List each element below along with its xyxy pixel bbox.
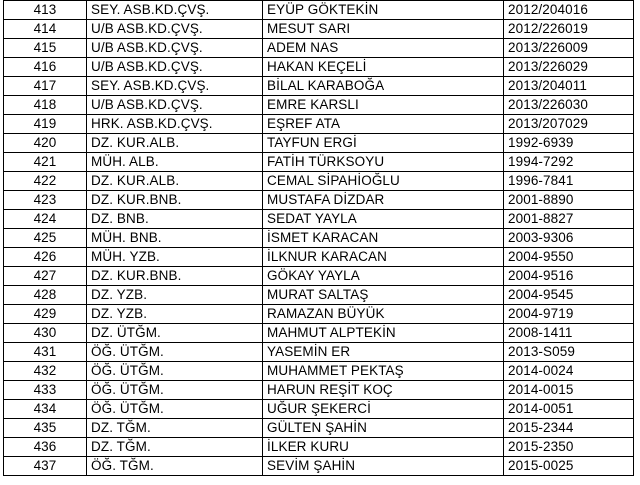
name-cell: RAMAZAN BÜYÜK	[263, 305, 504, 324]
rank-cell: DZ. BNB.	[87, 210, 263, 229]
name-cell: MAHMUT ALPTEKİN	[263, 324, 504, 343]
rank-cell: ÖĞ. TĞM.	[87, 457, 263, 476]
registry-id-cell: 2014-0024	[504, 362, 634, 381]
rank-cell: U/B ASB.KD.ÇVŞ.	[87, 58, 263, 77]
table-row	[4, 381, 634, 400]
rank-cell: MÜH. BNB.	[87, 229, 263, 248]
personnel-table	[3, 0, 634, 476]
row-number-cell: 425	[4, 229, 87, 248]
registry-id-cell: 2012/226019	[504, 20, 634, 39]
registry-id-cell: 2013/207029	[504, 115, 634, 134]
table-row	[4, 362, 634, 381]
roster-sheet	[3, 0, 633, 476]
name-cell: SEVİM ŞAHİN	[263, 457, 504, 476]
row-number-cell: 428	[4, 286, 87, 305]
row-number-cell: 419	[4, 115, 87, 134]
registry-id-cell: 2004-9516	[504, 267, 634, 286]
name-cell: ADEM NAS	[263, 39, 504, 58]
registry-id-cell: 2013/204011	[504, 77, 634, 96]
row-number-cell: 417	[4, 77, 87, 96]
table-row	[4, 134, 634, 153]
row-number-cell: 413	[4, 1, 87, 20]
row-number-cell: 416	[4, 58, 87, 77]
registry-id-cell: 2003-9306	[504, 229, 634, 248]
registry-id-cell: 2008-1411	[504, 324, 634, 343]
table-row	[4, 400, 634, 419]
registry-id-cell: 1996-7841	[504, 172, 634, 191]
row-number-cell: 435	[4, 419, 87, 438]
table-row	[4, 39, 634, 58]
row-number-cell: 437	[4, 457, 87, 476]
name-cell: MURAT SALTAŞ	[263, 286, 504, 305]
row-number-cell: 418	[4, 96, 87, 115]
rank-cell: DZ. YZB.	[87, 305, 263, 324]
row-number-cell: 423	[4, 191, 87, 210]
rank-cell: DZ. KUR.BNB.	[87, 267, 263, 286]
row-number-cell: 430	[4, 324, 87, 343]
row-number-cell: 422	[4, 172, 87, 191]
table-row	[4, 1, 634, 20]
registry-id-cell: 2004-9719	[504, 305, 634, 324]
row-number-cell: 424	[4, 210, 87, 229]
registry-id-cell: 2015-2344	[504, 419, 634, 438]
table-row	[4, 267, 634, 286]
rank-cell: DZ. TĞM.	[87, 419, 263, 438]
name-cell: FATİH TÜRKSOYU	[263, 153, 504, 172]
registry-id-cell: 2015-2350	[504, 438, 634, 457]
rank-cell: ÖĞ. ÜTĞM.	[87, 362, 263, 381]
rank-cell: U/B ASB.KD.ÇVŞ.	[87, 39, 263, 58]
registry-id-cell: 2004-9545	[504, 286, 634, 305]
name-cell: UĞUR ŞEKERCİ	[263, 400, 504, 419]
table-row	[4, 305, 634, 324]
table-row	[4, 58, 634, 77]
rank-cell: HRK. ASB.KD.ÇVŞ.	[87, 115, 263, 134]
table-row	[4, 248, 634, 267]
name-cell: İSMET KARACAN	[263, 229, 504, 248]
name-cell: İLKNUR KARACAN	[263, 248, 504, 267]
name-cell: İLKER KURU	[263, 438, 504, 457]
rank-cell: DZ. YZB.	[87, 286, 263, 305]
name-cell: EYÜP GÖKTEKİN	[263, 1, 504, 20]
rank-cell: ÖĞ. ÜTĞM.	[87, 343, 263, 362]
table-row	[4, 457, 634, 476]
table-row	[4, 77, 634, 96]
name-cell: MUSTAFA DİZDAR	[263, 191, 504, 210]
name-cell: EŞREF ATA	[263, 115, 504, 134]
rank-cell: MÜH. ALB.	[87, 153, 263, 172]
name-cell: YASEMİN ER	[263, 343, 504, 362]
name-cell: MESUT SARI	[263, 20, 504, 39]
row-number-cell: 436	[4, 438, 87, 457]
name-cell: HARUN REŞİT KOÇ	[263, 381, 504, 400]
rank-cell: DZ. KUR.ALB.	[87, 172, 263, 191]
rank-cell: DZ. ÜTĞM.	[87, 324, 263, 343]
registry-id-cell: 2013/226030	[504, 96, 634, 115]
table-row	[4, 286, 634, 305]
rank-cell: DZ. KUR.ALB.	[87, 134, 263, 153]
registry-id-cell: 1994-7292	[504, 153, 634, 172]
table-row	[4, 343, 634, 362]
registry-id-cell: 2014-0015	[504, 381, 634, 400]
row-number-cell: 434	[4, 400, 87, 419]
name-cell: HAKAN KEÇELİ	[263, 58, 504, 77]
row-number-cell: 426	[4, 248, 87, 267]
rank-cell: U/B ASB.KD.ÇVŞ.	[87, 20, 263, 39]
name-cell: GÖKAY YAYLA	[263, 267, 504, 286]
table-row	[4, 229, 634, 248]
name-cell: GÜLTEN ŞAHİN	[263, 419, 504, 438]
row-number-cell: 420	[4, 134, 87, 153]
rank-cell: SEY. ASB.KD.ÇVŞ.	[87, 1, 263, 20]
registry-id-cell: 2004-9550	[504, 248, 634, 267]
table-row	[4, 191, 634, 210]
registry-id-cell: 1992-6939	[504, 134, 634, 153]
row-number-cell: 414	[4, 20, 87, 39]
registry-id-cell: 2012/204016	[504, 1, 634, 20]
row-number-cell: 415	[4, 39, 87, 58]
row-number-cell: 433	[4, 381, 87, 400]
name-cell: MUHAMMET PEKTAŞ	[263, 362, 504, 381]
name-cell: EMRE KARSLI	[263, 96, 504, 115]
registry-id-cell: 2015-0025	[504, 457, 634, 476]
row-number-cell: 429	[4, 305, 87, 324]
name-cell: CEMAL SİPAHİOĞLU	[263, 172, 504, 191]
table-row	[4, 96, 634, 115]
table-row	[4, 324, 634, 343]
row-number-cell: 427	[4, 267, 87, 286]
rank-cell: DZ. TĞM.	[87, 438, 263, 457]
registry-id-cell: 2013-S059	[504, 343, 634, 362]
table-row	[4, 419, 634, 438]
name-cell: TAYFUN ERGİ	[263, 134, 504, 153]
rank-cell: SEY. ASB.KD.ÇVŞ.	[87, 77, 263, 96]
registry-id-cell: 2001-8890	[504, 191, 634, 210]
registry-id-cell: 2013/226009	[504, 39, 634, 58]
table-row	[4, 115, 634, 134]
rank-cell: DZ. KUR.BNB.	[87, 191, 263, 210]
table-row	[4, 438, 634, 457]
rank-cell: ÖĞ. ÜTĞM.	[87, 381, 263, 400]
name-cell: SEDAT YAYLA	[263, 210, 504, 229]
table-row	[4, 172, 634, 191]
rank-cell: ÖĞ. ÜTĞM.	[87, 400, 263, 419]
table-row	[4, 153, 634, 172]
rank-cell: U/B ASB.KD.ÇVŞ.	[87, 96, 263, 115]
row-number-cell: 431	[4, 343, 87, 362]
rank-cell: MÜH. YZB.	[87, 248, 263, 267]
name-cell: BİLAL KARABOĞA	[263, 77, 504, 96]
registry-id-cell: 2013/226029	[504, 58, 634, 77]
registry-id-cell: 2014-0051	[504, 400, 634, 419]
table-row	[4, 20, 634, 39]
row-number-cell: 421	[4, 153, 87, 172]
row-number-cell: 432	[4, 362, 87, 381]
registry-id-cell: 2001-8827	[504, 210, 634, 229]
table-row	[4, 210, 634, 229]
